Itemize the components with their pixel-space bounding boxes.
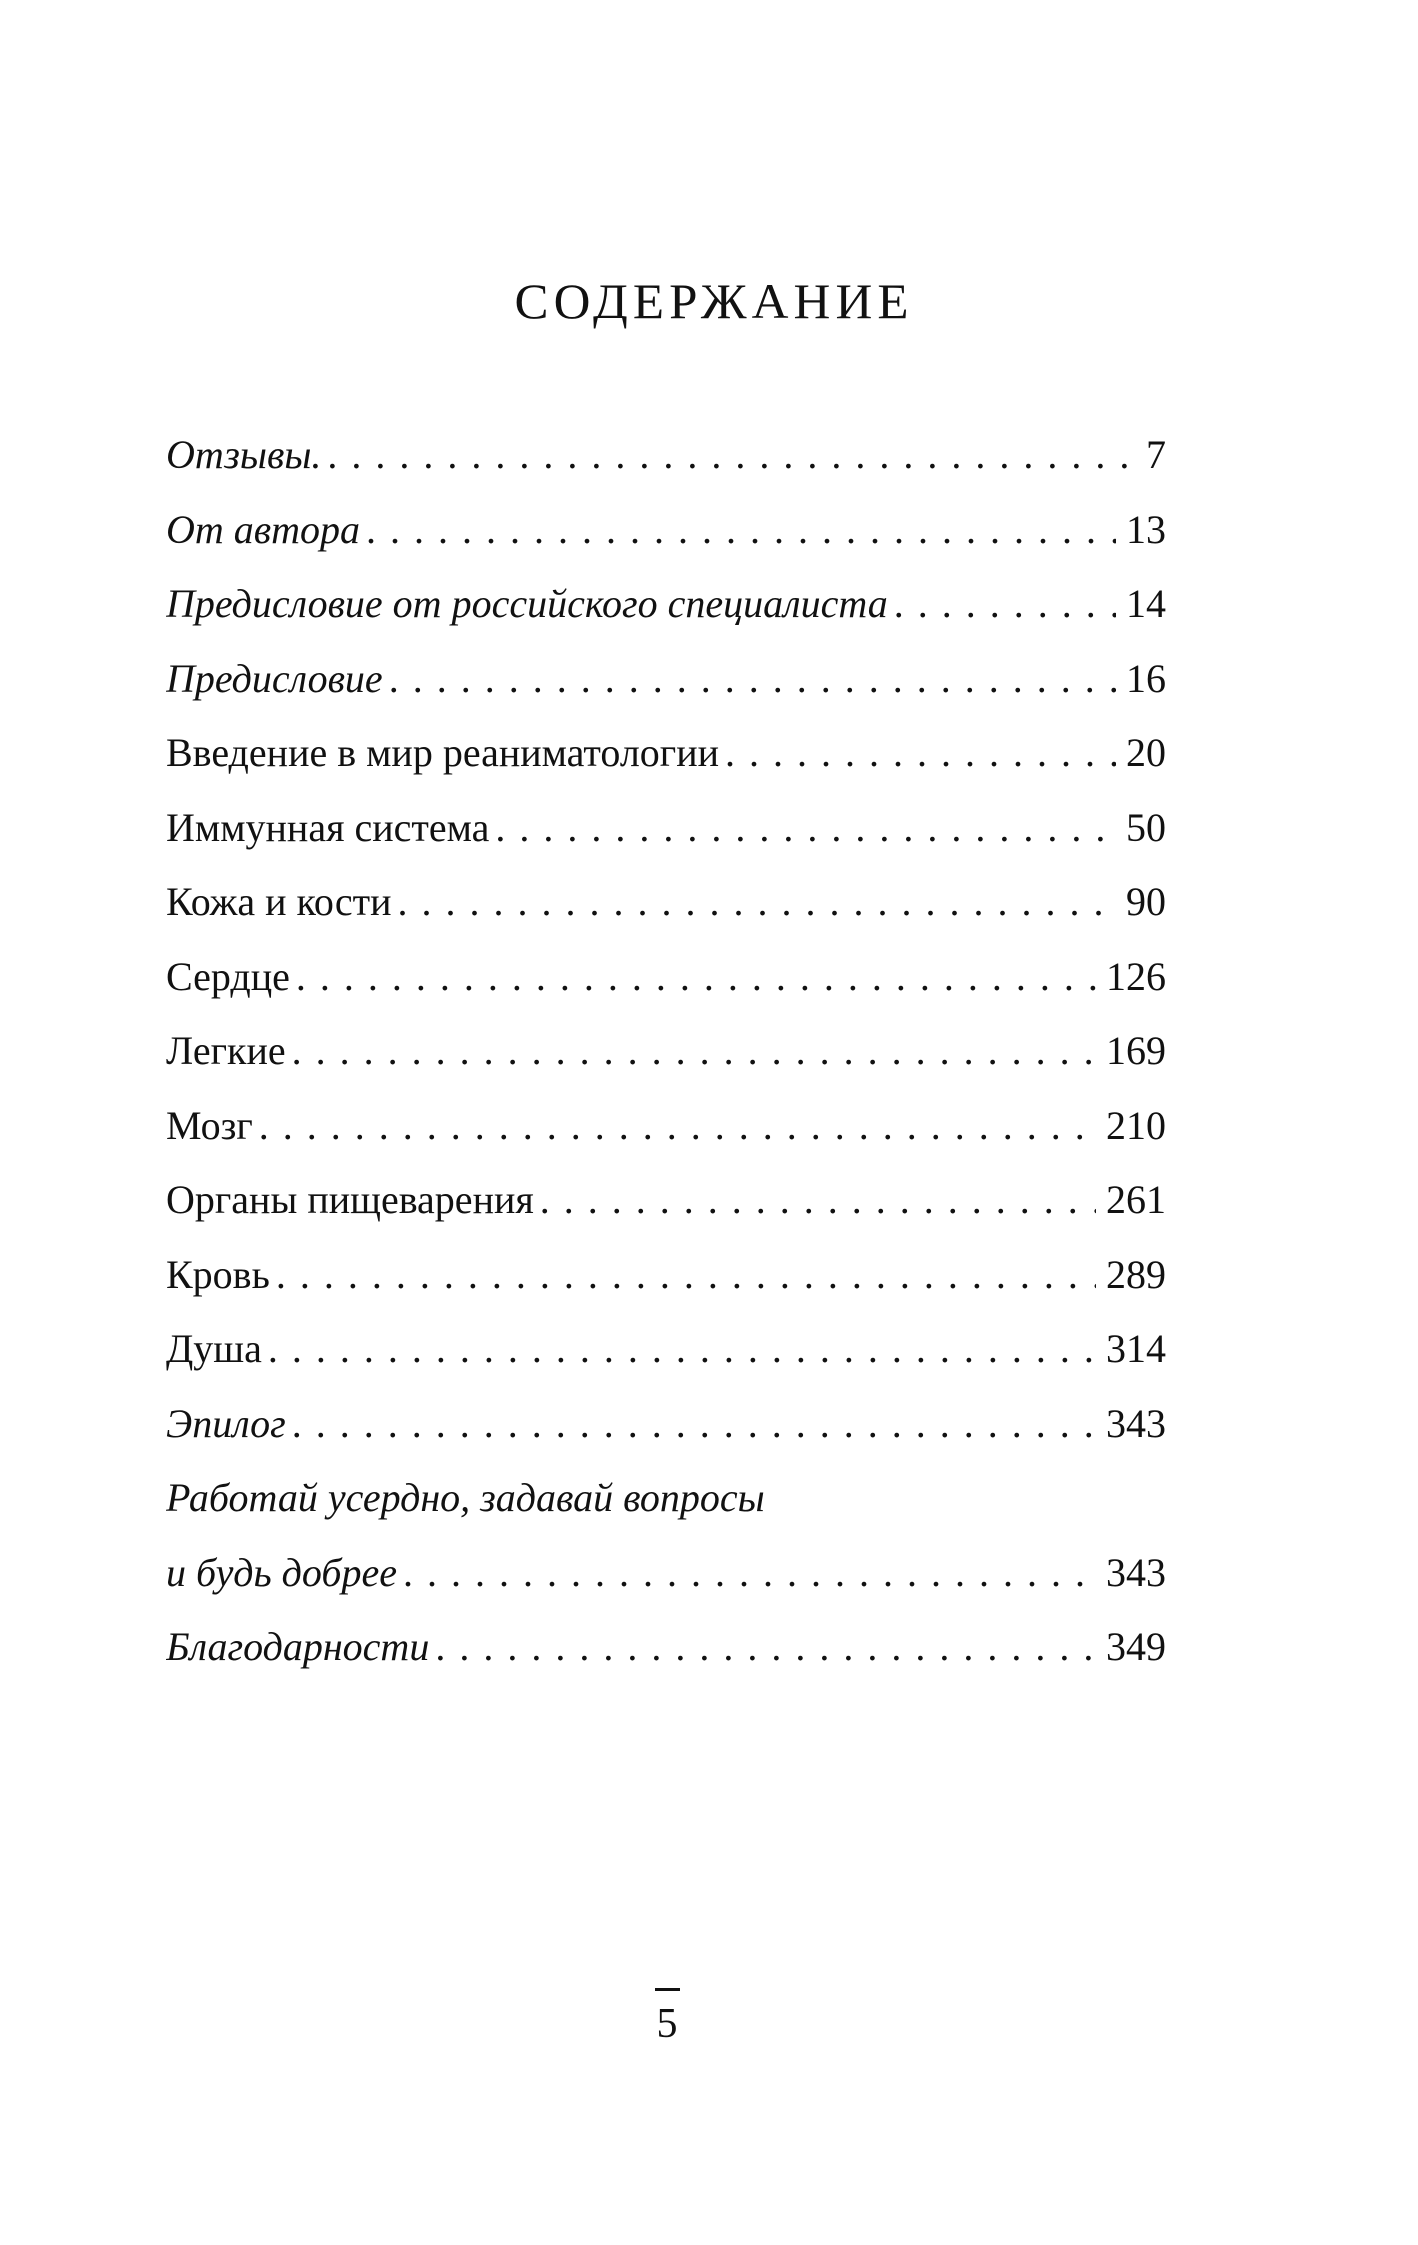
toc-entry-heart[interactable] xyxy=(166,940,1166,1015)
toc-entry-label: Работай усердно, задавай вопросы xyxy=(166,1461,771,1536)
dot-leader xyxy=(259,1089,1096,1164)
toc-entry-label: Предисловие xyxy=(166,642,389,717)
toc-entry-immune-system[interactable] xyxy=(166,791,1166,866)
toc-entry-page: 343 xyxy=(1096,1387,1166,1462)
toc-entry-label: Сердце xyxy=(166,940,296,1015)
toc-entry-label: Введение в мир реаниматологии xyxy=(166,716,725,791)
toc-entry-skin-bones[interactable] xyxy=(166,865,1166,940)
toc-entry-label: Эпилог xyxy=(166,1387,292,1462)
page-number-dash xyxy=(655,1988,680,1991)
toc-entry-brain[interactable] xyxy=(166,1089,1166,1164)
toc-entry-page: 349 xyxy=(1096,1610,1166,1685)
toc-entry-label: Мозг xyxy=(166,1089,259,1164)
toc-entry-label: Душа xyxy=(166,1312,268,1387)
toc-entry-page: 7 xyxy=(1136,418,1166,493)
toc-entry-work-hard-line1[interactable] xyxy=(166,1461,1166,1536)
toc-entry-blood[interactable] xyxy=(166,1238,1166,1313)
toc-entry-page: 20 xyxy=(1116,716,1166,791)
toc-entry-introduction[interactable] xyxy=(166,716,1166,791)
dot-leader xyxy=(403,1536,1096,1611)
toc-entry-label: Органы пищеварения xyxy=(166,1163,540,1238)
toc-entry-page: 210 xyxy=(1096,1089,1166,1164)
toc-entry-page: 50 xyxy=(1116,791,1166,866)
toc-entry-label: Предисловие от российского специалиста xyxy=(166,567,894,642)
toc-entry-page: 90 xyxy=(1116,865,1166,940)
toc-entry-page: 343 xyxy=(1096,1536,1166,1611)
toc-entry-label: Иммунная система xyxy=(166,791,495,866)
toc-entry-acknowledgements[interactable] xyxy=(166,1610,1166,1685)
toc-entry-work-hard-line2[interactable] xyxy=(166,1536,1166,1611)
dot-leader xyxy=(292,1387,1096,1462)
toc-entry-label: Кожа и кости xyxy=(166,865,398,940)
toc-entry-label: и будь добрее xyxy=(166,1536,403,1611)
dot-leader xyxy=(327,418,1136,493)
toc-entry-soul[interactable] xyxy=(166,1312,1166,1387)
dot-leader xyxy=(495,791,1116,866)
dot-leader xyxy=(268,1312,1096,1387)
dot-leader xyxy=(435,1610,1096,1685)
toc-entry-epilogue[interactable] xyxy=(166,1387,1166,1462)
toc-entry-label: Кровь xyxy=(166,1238,276,1313)
toc-entry-page: 16 xyxy=(1116,642,1166,717)
dot-leader xyxy=(398,865,1116,940)
toc-entry-page: 314 xyxy=(1096,1312,1166,1387)
dot-leader xyxy=(389,642,1116,717)
toc-entry-label: Благодарности xyxy=(166,1610,435,1685)
dot-leader xyxy=(276,1238,1096,1313)
toc-entry-reviews[interactable] xyxy=(166,418,1166,493)
toc-entry-label: Отзывы. xyxy=(166,418,327,493)
toc-entry-preface[interactable] xyxy=(166,642,1166,717)
dot-leader xyxy=(366,493,1116,568)
toc-entry-page: 261 xyxy=(1096,1163,1166,1238)
dot-leader xyxy=(296,940,1096,1015)
toc-entry-lungs[interactable] xyxy=(166,1014,1166,1089)
toc-entry-label: От автора xyxy=(166,493,366,568)
page-title: СОДЕРЖАНИЕ xyxy=(514,273,914,329)
toc-entry-page: 126 xyxy=(1096,940,1166,1015)
toc-entry-from-author[interactable] xyxy=(166,493,1166,568)
dot-leader xyxy=(725,716,1116,791)
page-number: 5 xyxy=(656,2001,678,2047)
dot-leader xyxy=(894,567,1116,642)
toc-entry-page: 169 xyxy=(1096,1014,1166,1089)
dot-leader xyxy=(292,1014,1096,1089)
dot-leader xyxy=(540,1163,1096,1238)
toc-entry-page: 14 xyxy=(1116,567,1166,642)
toc-entry-page: 289 xyxy=(1096,1238,1166,1313)
toc-entry-digestive[interactable] xyxy=(166,1163,1166,1238)
toc-entry-label: Легкие xyxy=(166,1014,292,1089)
toc-entry-page: 13 xyxy=(1116,493,1166,568)
toc-entry-russian-preface[interactable] xyxy=(166,567,1166,642)
table-of-contents xyxy=(166,418,1166,1685)
